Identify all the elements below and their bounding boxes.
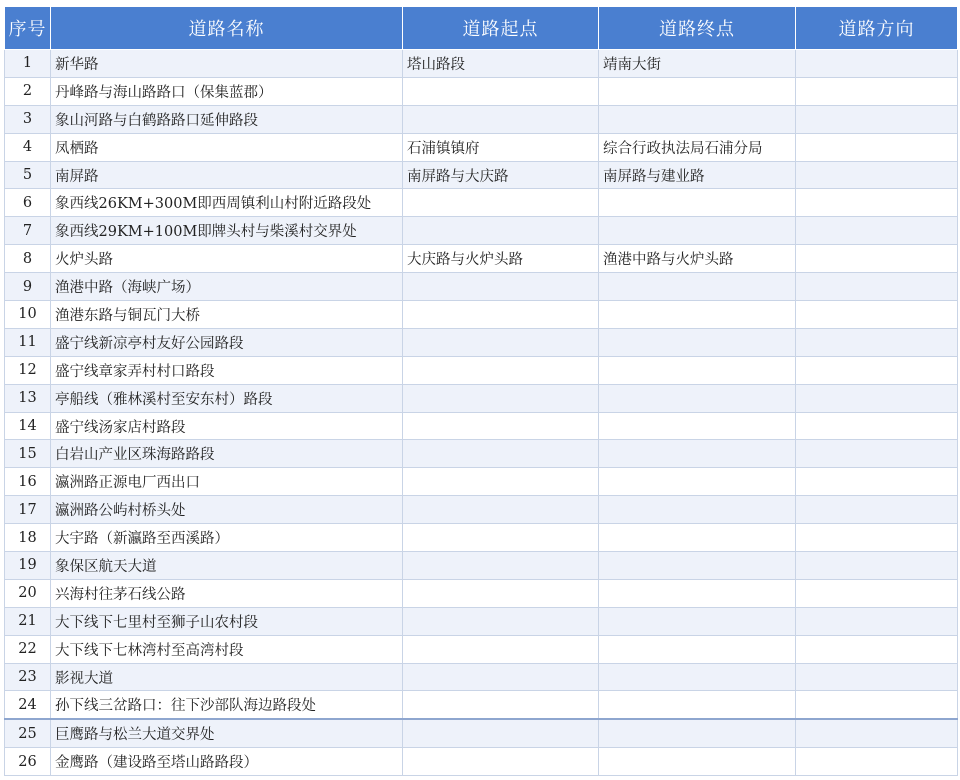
cell-road-name: 亭船线（雅林溪村至安东村）路段 xyxy=(51,384,403,412)
cell-road-direction xyxy=(796,496,958,524)
cell-index: 9 xyxy=(5,273,51,301)
table-row xyxy=(5,468,958,496)
cell-road-direction xyxy=(796,384,958,412)
cell-road-direction xyxy=(796,105,958,133)
cell-road-start xyxy=(403,552,599,580)
cell-road-start xyxy=(403,328,599,356)
cell-road-direction xyxy=(796,579,958,607)
cell-road-end xyxy=(599,328,796,356)
table-row xyxy=(5,663,958,691)
cell-index: 20 xyxy=(5,579,51,607)
cell-road-direction xyxy=(796,245,958,273)
table-row xyxy=(5,384,958,412)
cell-road-name: 大下线下七里村至狮子山农村段 xyxy=(51,607,403,635)
cell-road-name: 瀛洲路正源电厂西出口 xyxy=(51,468,403,496)
cell-road-name: 新华路 xyxy=(51,50,403,78)
cell-index: 25 xyxy=(5,719,51,747)
cell-road-start xyxy=(403,412,599,440)
cell-index: 19 xyxy=(5,552,51,580)
cell-road-end xyxy=(599,691,796,719)
cell-road-end xyxy=(599,496,796,524)
cell-road-name: 渔港中路（海峡广场） xyxy=(51,273,403,301)
cell-road-name: 凤栖路 xyxy=(51,133,403,161)
cell-road-name: 盛宁线章家弄村村口路段 xyxy=(51,356,403,384)
table-row xyxy=(5,719,958,747)
cell-road-start: 塔山路段 xyxy=(403,50,599,78)
cell-road-direction xyxy=(796,301,958,329)
cell-road-name: 象西线29KM+100M即牌头村与柴溪村交界处 xyxy=(51,217,403,245)
table-row xyxy=(5,77,958,105)
cell-road-name: 瀛洲路公屿村桥头处 xyxy=(51,496,403,524)
cell-road-end xyxy=(599,217,796,245)
table-row xyxy=(5,133,958,161)
cell-road-end xyxy=(599,77,796,105)
cell-index: 8 xyxy=(5,245,51,273)
cell-index: 3 xyxy=(5,105,51,133)
cell-index: 12 xyxy=(5,356,51,384)
cell-road-direction xyxy=(796,635,958,663)
cell-road-start xyxy=(403,77,599,105)
header-road-start: 道路起点 xyxy=(403,7,599,50)
cell-index: 2 xyxy=(5,77,51,105)
cell-road-name: 南屏路 xyxy=(51,161,403,189)
cell-road-start: 石浦镇镇府 xyxy=(403,133,599,161)
cell-road-start xyxy=(403,579,599,607)
cell-road-start xyxy=(403,607,599,635)
cell-road-name: 大宇路（新瀛路至西溪路） xyxy=(51,524,403,552)
road-table-container xyxy=(4,6,957,776)
cell-road-direction xyxy=(796,189,958,217)
cell-road-start xyxy=(403,748,599,776)
header-index: 序号 xyxy=(5,7,51,50)
cell-index: 7 xyxy=(5,217,51,245)
table-row xyxy=(5,50,958,78)
cell-index: 15 xyxy=(5,440,51,468)
cell-road-end: 渔港中路与火炉头路 xyxy=(599,245,796,273)
cell-road-start: 南屏路与大庆路 xyxy=(403,161,599,189)
cell-road-direction xyxy=(796,77,958,105)
table-row xyxy=(5,524,958,552)
cell-road-start xyxy=(403,468,599,496)
table-row xyxy=(5,635,958,663)
cell-road-start xyxy=(403,356,599,384)
cell-road-name: 巨鹰路与松兰大道交界处 xyxy=(51,719,403,747)
cell-road-name: 盛宁线汤家店村路段 xyxy=(51,412,403,440)
cell-road-start xyxy=(403,217,599,245)
cell-road-name: 象西线26KM+300M即西周镇利山村附近路段处 xyxy=(51,189,403,217)
table-row xyxy=(5,496,958,524)
cell-road-direction xyxy=(796,328,958,356)
cell-road-start xyxy=(403,105,599,133)
cell-index: 4 xyxy=(5,133,51,161)
cell-road-end: 综合行政执法局石浦分局 xyxy=(599,133,796,161)
cell-index: 16 xyxy=(5,468,51,496)
cell-road-end xyxy=(599,552,796,580)
header-road-direction: 道路方向 xyxy=(796,7,958,50)
cell-road-start xyxy=(403,440,599,468)
cell-road-end xyxy=(599,189,796,217)
cell-road-name: 大下线下七林湾村至高湾村段 xyxy=(51,635,403,663)
cell-index: 1 xyxy=(5,50,51,78)
cell-road-end xyxy=(599,384,796,412)
table-body xyxy=(5,50,958,776)
cell-road-end xyxy=(599,412,796,440)
table-row xyxy=(5,328,958,356)
cell-road-start xyxy=(403,273,599,301)
cell-road-start xyxy=(403,691,599,719)
cell-road-end xyxy=(599,524,796,552)
cell-index: 5 xyxy=(5,161,51,189)
table-row xyxy=(5,301,958,329)
cell-road-direction xyxy=(796,161,958,189)
cell-road-start xyxy=(403,384,599,412)
table-row xyxy=(5,748,958,776)
cell-road-direction xyxy=(796,524,958,552)
cell-index: 24 xyxy=(5,691,51,719)
cell-index: 23 xyxy=(5,663,51,691)
cell-road-name: 孙下线三岔路口：往下沙部队海边路段处 xyxy=(51,691,403,719)
cell-index: 26 xyxy=(5,748,51,776)
cell-road-direction xyxy=(796,356,958,384)
cell-road-end xyxy=(599,356,796,384)
cell-road-end: 南屏路与建业路 xyxy=(599,161,796,189)
cell-road-direction xyxy=(796,468,958,496)
cell-road-direction xyxy=(796,50,958,78)
cell-index: 10 xyxy=(5,301,51,329)
cell-road-end xyxy=(599,748,796,776)
cell-index: 22 xyxy=(5,635,51,663)
table-row xyxy=(5,161,958,189)
table-row xyxy=(5,245,958,273)
cell-road-name: 象保区航天大道 xyxy=(51,552,403,580)
cell-road-start xyxy=(403,635,599,663)
cell-road-name: 白岩山产业区珠海路路段 xyxy=(51,440,403,468)
cell-road-name: 火炉头路 xyxy=(51,245,403,273)
cell-road-direction xyxy=(796,719,958,747)
cell-road-direction xyxy=(796,133,958,161)
cell-index: 6 xyxy=(5,189,51,217)
cell-road-direction xyxy=(796,412,958,440)
table-header xyxy=(5,7,958,50)
table-row xyxy=(5,579,958,607)
cell-index: 17 xyxy=(5,496,51,524)
table-row xyxy=(5,440,958,468)
table-row xyxy=(5,217,958,245)
cell-road-name: 影视大道 xyxy=(51,663,403,691)
table-row xyxy=(5,356,958,384)
table-row xyxy=(5,412,958,440)
cell-road-name: 兴海村往茅石线公路 xyxy=(51,579,403,607)
cell-road-end xyxy=(599,663,796,691)
cell-road-end xyxy=(599,440,796,468)
cell-road-end xyxy=(599,719,796,747)
table-row xyxy=(5,691,958,719)
cell-road-end: 靖南大街 xyxy=(599,50,796,78)
cell-road-end xyxy=(599,273,796,301)
header-row xyxy=(5,7,958,50)
cell-road-direction xyxy=(796,691,958,719)
cell-road-end xyxy=(599,301,796,329)
table-row xyxy=(5,552,958,580)
cell-road-end xyxy=(599,579,796,607)
cell-index: 18 xyxy=(5,524,51,552)
cell-road-name: 象山河路与白鹤路路口延伸路段 xyxy=(51,105,403,133)
cell-road-name: 盛宁线新凉亭村友好公园路段 xyxy=(51,328,403,356)
cell-index: 13 xyxy=(5,384,51,412)
cell-road-name: 丹峰路与海山路路口（保集蓝郡） xyxy=(51,77,403,105)
cell-road-direction xyxy=(796,440,958,468)
cell-index: 14 xyxy=(5,412,51,440)
cell-road-direction xyxy=(796,273,958,301)
cell-road-start xyxy=(403,496,599,524)
table-row xyxy=(5,273,958,301)
header-road-end: 道路终点 xyxy=(599,7,796,50)
header-road-name: 道路名称 xyxy=(51,7,403,50)
road-table xyxy=(4,6,958,776)
cell-road-direction xyxy=(796,607,958,635)
cell-road-end xyxy=(599,635,796,663)
cell-road-end xyxy=(599,607,796,635)
table-row xyxy=(5,189,958,217)
cell-road-start xyxy=(403,524,599,552)
table-row xyxy=(5,607,958,635)
cell-road-start xyxy=(403,663,599,691)
cell-road-start xyxy=(403,301,599,329)
cell-road-direction xyxy=(796,663,958,691)
cell-road-direction xyxy=(796,217,958,245)
cell-road-start xyxy=(403,189,599,217)
cell-road-name: 渔港东路与铜瓦门大桥 xyxy=(51,301,403,329)
cell-index: 21 xyxy=(5,607,51,635)
cell-road-direction xyxy=(796,552,958,580)
cell-road-start xyxy=(403,719,599,747)
table-row xyxy=(5,105,958,133)
cell-index: 11 xyxy=(5,328,51,356)
cell-road-direction xyxy=(796,748,958,776)
cell-road-end xyxy=(599,105,796,133)
cell-road-start: 大庆路与火炉头路 xyxy=(403,245,599,273)
cell-road-end xyxy=(599,468,796,496)
cell-road-name: 金鹰路（建设路至塔山路路段） xyxy=(51,748,403,776)
